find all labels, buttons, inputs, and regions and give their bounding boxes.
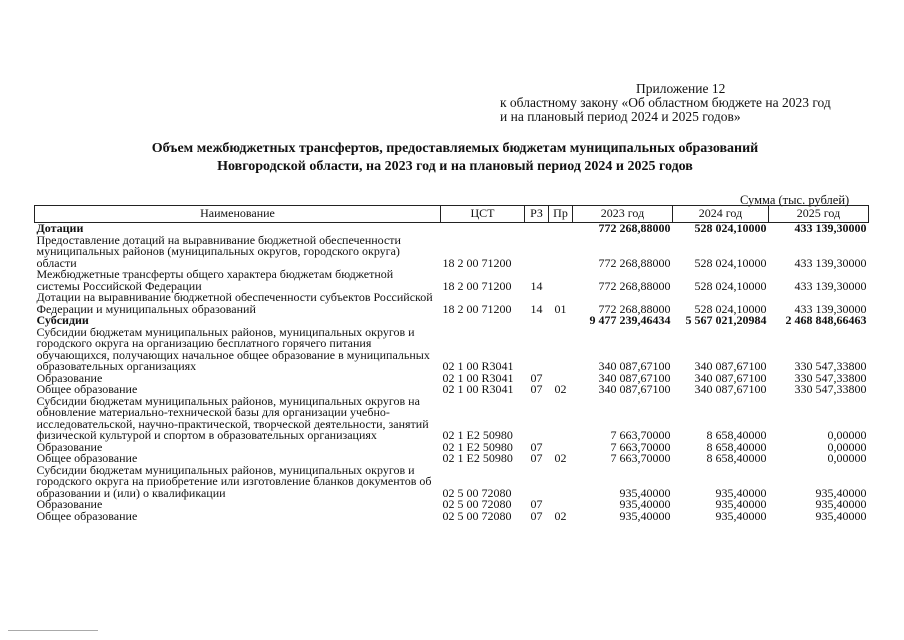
cell-pr [549, 315, 573, 327]
cell-rz: 14 [530, 301, 543, 316]
cell-y2024: 528 024,10000 [694, 255, 767, 270]
cell-y2024: 5 567 021,20984 [685, 313, 767, 327]
cell-rz [525, 396, 549, 442]
col-header-pr: Пр [549, 206, 573, 223]
cell-pr: 01 [554, 301, 567, 316]
cell-name: Образование [36, 497, 103, 511]
cell-name: Образование [36, 439, 103, 454]
cell-pr: 02 [554, 508, 567, 523]
cell-name: Субсидии бюджетам муниципальных районов, муниципальных округов на обновление материально-технической базы для организации учебно-исследовательской, научно-практической, творческой деятельности, занятий физической культурой и спортом в образовательных организациях [36, 393, 429, 442]
cell-name: Дотации на выравнивание бюджетной обеспеченности субъектов Российской Федерации и муниципальных образований [36, 290, 433, 316]
cell-pr [549, 269, 573, 292]
cell-rz: 07 [530, 382, 543, 396]
col-header-2025: 2025 год [769, 206, 869, 223]
table-row [35, 396, 869, 442]
cell-y2023: 340 087,67100 [598, 359, 671, 373]
cell-rz: 07 [530, 508, 543, 523]
cell-y2024: 935,40000 [715, 497, 767, 511]
cell-y2024: 340 087,67100 [694, 359, 767, 373]
table-row [35, 511, 869, 523]
cell-cst: 18 2 00 71200 [442, 301, 512, 316]
cell-pr [549, 235, 573, 270]
cell-pr: 02 [554, 451, 567, 465]
cell-y2024: 935,40000 [715, 485, 767, 500]
cell-y2023: 935,40000 [619, 497, 671, 511]
cell-y2024: 528 024,10000 [694, 221, 767, 235]
cell-y2023: 772 268,88000 [598, 221, 671, 235]
page-edge-line [8, 630, 98, 631]
cell-name: Предоставление дотаций на выравнивание бюджетной обеспеченности муниципальных районов (муниципальных округов, городского округа) области [36, 232, 401, 270]
cell-y2023: 772 268,88000 [598, 255, 671, 270]
cell-y2025: 935,40000 [815, 485, 867, 500]
cell-y2024: 935,40000 [715, 508, 767, 523]
cell-y2024: 528 024,10000 [694, 278, 767, 293]
table-row [35, 292, 869, 315]
cell-name: Общее образование [36, 508, 138, 523]
cell-name: Субсидии бюджетам муниципальных районов, муниципальных округов и городского округа на организацию бесплатного горячего питания обучающихся, получающих начальное общее образование в муниципальных образовательных организациях [36, 324, 430, 373]
cell-name: Общее образование [36, 382, 138, 396]
cell-pr [549, 327, 573, 373]
cell-y2025: 330 547,33800 [794, 359, 867, 373]
cell-rz [525, 465, 549, 500]
cell-y2024: 340 087,67100 [694, 370, 767, 385]
cell-rz [525, 315, 549, 327]
cell-y2025: 2 468 848,66463 [785, 313, 867, 327]
cell-y2025: 433 139,30000 [794, 301, 867, 316]
cell-y2025: 330 547,33800 [794, 370, 867, 385]
col-header-2024: 2024 год [673, 206, 769, 223]
cell-cst: 02 5 00 72080 [442, 497, 512, 511]
table-row [35, 465, 869, 500]
cell-name: Субсидии бюджетам муниципальных районов, муниципальных округов и городского округа на приобретение или изготовление бланков документов об образовании и (или) о квалификации [36, 462, 432, 500]
cell-rz: 14 [530, 278, 543, 293]
cell-y2025: 433 139,30000 [794, 255, 867, 270]
cell-cst: 02 5 00 72080 [442, 508, 512, 523]
cell-cst: 02 5 00 72080 [442, 485, 512, 500]
cell-y2024: 8 658,40000 [706, 451, 767, 465]
cell-y2025: 330 547,33800 [794, 382, 867, 396]
cell-name: Субсидии [36, 313, 89, 327]
cell-cst: 18 2 00 71200 [442, 278, 512, 293]
cell-pr [549, 396, 573, 442]
cell-y2023: 935,40000 [619, 485, 671, 500]
cell-cst: 18 2 00 71200 [442, 255, 512, 270]
cell-y2023: 7 663,70000 [610, 451, 671, 465]
cell-y2023: 340 087,67100 [598, 370, 671, 385]
table-row [35, 327, 869, 373]
cell-y2025: 0,00000 [827, 439, 867, 454]
cell-y2025: 935,40000 [815, 508, 867, 523]
cell-cst: 02 1 E2 50980 [442, 428, 513, 442]
cell-name: Общее образование [36, 451, 138, 465]
col-header-cst: ЦСТ [441, 206, 525, 223]
cell-cst: 02 1 00 R3041 [442, 370, 514, 385]
cell-y2023: 7 663,70000 [610, 439, 671, 454]
col-header-rz: РЗ [525, 206, 549, 223]
cell-pr [549, 465, 573, 500]
table-row [35, 269, 869, 292]
cell-y2023: 772 268,88000 [598, 301, 671, 316]
title-line-2: Новгородской области, на 2023 год и на плановый период 2024 и 2025 годов [217, 159, 693, 174]
cell-y2025: 935,40000 [815, 497, 867, 511]
document-title [60, 140, 850, 176]
cell-rz: 07 [530, 439, 543, 454]
col-header-2023: 2023 год [573, 206, 673, 223]
cell-y2023: 9 477 239,46434 [589, 313, 671, 327]
cell-cst: 02 1 00 R3041 [442, 359, 514, 373]
col-header-name: Наименование [35, 206, 441, 223]
cell-cst: 02 1 E2 50980 [442, 439, 513, 454]
cell-cst: 02 1 E2 50980 [442, 451, 513, 465]
sum-units-note: Сумма (тыс. рублей) [740, 193, 850, 207]
cell-y2023: 772 268,88000 [598, 278, 671, 293]
cell-cst: 02 1 00 R3041 [442, 382, 514, 396]
appendix-header [500, 82, 831, 124]
cell-y2023: 7 663,70000 [610, 428, 671, 442]
table-header-row [35, 206, 869, 223]
cell-pr: 02 [554, 382, 567, 396]
appendix-law-ref: к областному закону «Об областном бюджете на 2023 год [500, 95, 831, 110]
appendix-number: Приложение 12 [636, 81, 726, 96]
title-line-1: Объем межбюджетных трансфертов, предоставляемых бюджетам муниципальных образований [151, 141, 759, 156]
cell-y2023: 935,40000 [619, 508, 671, 523]
cell-y2024: 8 658,40000 [706, 428, 767, 442]
cell-y2025: 0,00000 [827, 451, 867, 465]
cell-cst [441, 223, 525, 235]
cell-rz [525, 235, 549, 270]
cell-rz: 07 [530, 451, 543, 465]
cell-rz [525, 223, 549, 235]
cell-name: Межбюджетные трансферты общего характера бюджетам бюджетной системы Российской Федерации [36, 267, 394, 293]
cell-rz: 07 [530, 497, 543, 511]
cell-y2025: 433 139,30000 [794, 221, 867, 235]
cell-y2024: 8 658,40000 [706, 439, 767, 454]
cell-name: Дотации [36, 221, 84, 235]
cell-y2025: 0,00000 [827, 428, 867, 442]
cell-rz: 07 [530, 370, 543, 385]
cell-pr [549, 223, 573, 235]
table-row [35, 235, 869, 270]
cell-y2024: 340 087,67100 [694, 382, 767, 396]
cell-rz [525, 327, 549, 373]
cell-y2024: 528 024,10000 [694, 301, 767, 316]
cell-name: Образование [36, 370, 103, 385]
cell-y2023: 340 087,67100 [598, 382, 671, 396]
cell-cst [441, 315, 525, 327]
appendix-period: и на плановый период 2024 и 2025 годов» [500, 109, 741, 124]
transfers-table [34, 205, 869, 522]
cell-y2025: 433 139,30000 [794, 278, 867, 293]
